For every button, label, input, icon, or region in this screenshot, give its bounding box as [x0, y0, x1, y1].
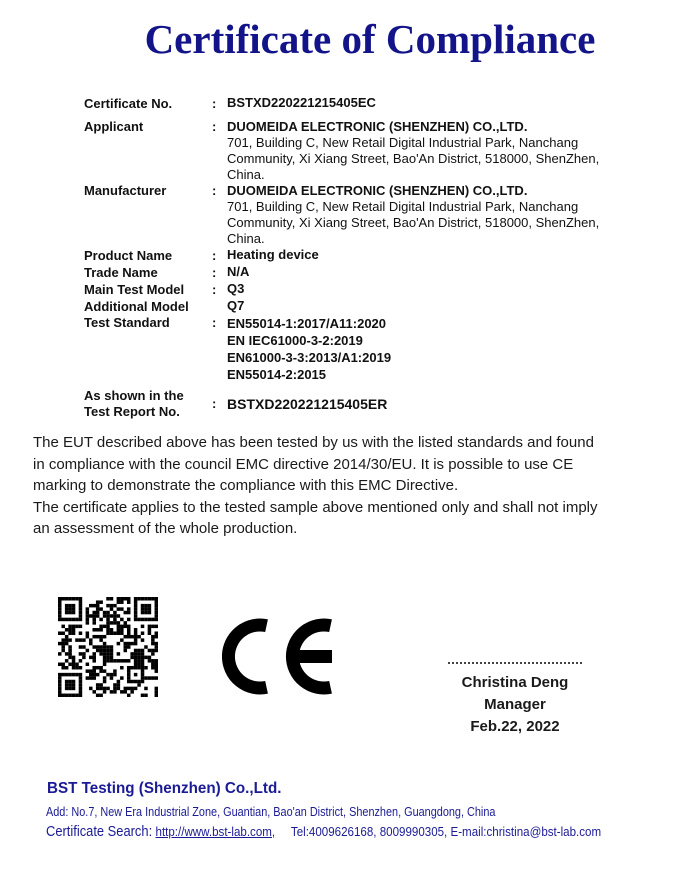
field-product-name — [84, 247, 650, 264]
signatory-role: Manager — [484, 696, 546, 713]
field-label: Certificate No. — [84, 96, 173, 111]
signature-dotted-line — [448, 662, 582, 664]
statement-line: The EUT described above has been tested by us with the listed standards and found — [33, 434, 594, 451]
additional-model-value: Q7 — [227, 298, 245, 313]
field-separator: : — [212, 119, 217, 134]
field-label: Applicant — [84, 119, 144, 134]
field-label: Manufacturer — [84, 183, 167, 198]
field-separator: : — [212, 265, 217, 280]
qr-code — [58, 597, 158, 697]
field-separator: : — [212, 248, 217, 263]
signature-block — [438, 662, 592, 738]
certificate-fields — [84, 95, 650, 420]
field-separator: : — [212, 183, 217, 198]
field-label: Product Name — [84, 248, 173, 263]
test-standard-value — [227, 315, 650, 383]
footer-contact-line — [46, 824, 601, 840]
field-label: Test Standard — [84, 315, 170, 330]
field-separator: : — [212, 96, 217, 111]
field-trade-name — [84, 264, 650, 281]
applicant-address-line: China. — [227, 167, 265, 182]
applicant-company: DUOMEIDA ELECTRONIC (SHENZHEN) CO.,LTD. — [227, 119, 528, 134]
issuer-address: Add: No.7, New Era Industrial Zone, Guantian, Bao'an District, Shenzhen, Guangdong, China — [46, 805, 496, 819]
ce-mark-icon — [222, 618, 332, 695]
certificate-search-link[interactable]: http://www.bst-lab.com, — [155, 824, 276, 839]
statement-line: The certificate applies to the tested sample above mentioned only and shall not imply — [33, 498, 598, 516]
statement-line: an assessment of the whole production. — [33, 520, 298, 537]
contact-info: Tel:4009626168, 8009990305, E-mail:christina@bst-lab.com — [290, 824, 602, 839]
field-applicant — [84, 119, 650, 183]
field-label: Main Test Model — [84, 282, 185, 297]
field-main-test-model — [84, 281, 650, 298]
field-label — [84, 388, 206, 420]
signature-date: Feb.22, 2022 — [470, 718, 560, 735]
field-label: Trade Name — [84, 265, 158, 280]
manufacturer-company: DUOMEIDA ELECTRONIC (SHENZHEN) CO.,LTD. — [227, 183, 528, 198]
manufacturer-address-line: 701, Building C, New Retail Digital Industrial Park, Nanchang — [227, 199, 579, 214]
applicant-address-line: 701, Building C, New Retail Digital Industrial Park, Nanchang — [227, 135, 579, 150]
manufacturer-address-line: Community, Xi Xiang Street, Bao'An District, 518000, ShenZhen, — [227, 215, 600, 230]
qr-code-icon — [58, 597, 158, 697]
issuer-company-name: BST Testing (Shenzhen) Co.,Ltd. — [47, 780, 282, 797]
statement-line: marking to demonstrate the compliance with this EMC Directive. — [33, 477, 459, 494]
certificate-search-label: Certificate Search: — [46, 824, 153, 840]
field-separator: : — [212, 396, 217, 411]
manufacturer-address-line: China. — [227, 231, 265, 246]
field-separator: : — [212, 282, 217, 297]
test-standard-line: EN55014-2:2015 — [227, 367, 327, 382]
certificate-number: BSTXD220221215405EC — [227, 95, 376, 110]
test-standard-line: EN55014-1:2017/A11:2020 — [227, 316, 387, 331]
field-separator: : — [212, 315, 217, 330]
product-name-value: Heating device — [227, 247, 319, 262]
main-test-model-value: Q3 — [227, 281, 245, 296]
applicant-value — [227, 119, 650, 183]
trade-name-value: N/A — [227, 264, 250, 279]
field-label: Additional Model — [84, 299, 189, 314]
field-additional-model — [84, 298, 650, 315]
manufacturer-value — [227, 183, 650, 247]
field-label-line1: As shown in the — [84, 388, 184, 403]
test-standard-line: EN IEC61000-3-2:2019 — [227, 333, 363, 348]
field-certificate-no — [84, 95, 650, 112]
field-test-standard — [84, 315, 650, 383]
signature-text — [438, 672, 592, 738]
page-title: Certificate of Compliance — [144, 16, 596, 62]
test-report-number: BSTXD220221215405ER — [227, 396, 388, 412]
field-label-line2: Test Report No. — [84, 404, 180, 419]
field-test-report-no — [84, 388, 650, 420]
statement-line: in compliance with the council EMC directive 2014/30/EU. It is possible to use CE — [33, 455, 574, 473]
compliance-statement — [33, 432, 655, 540]
test-standard-line: EN61000-3-3:2013/A1:2019 — [227, 350, 392, 365]
applicant-address-line: Community, Xi Xiang Street, Bao'An District, 518000, ShenZhen, — [227, 151, 600, 166]
field-manufacturer — [84, 183, 650, 247]
signatory-name: Christina Deng — [461, 674, 569, 691]
